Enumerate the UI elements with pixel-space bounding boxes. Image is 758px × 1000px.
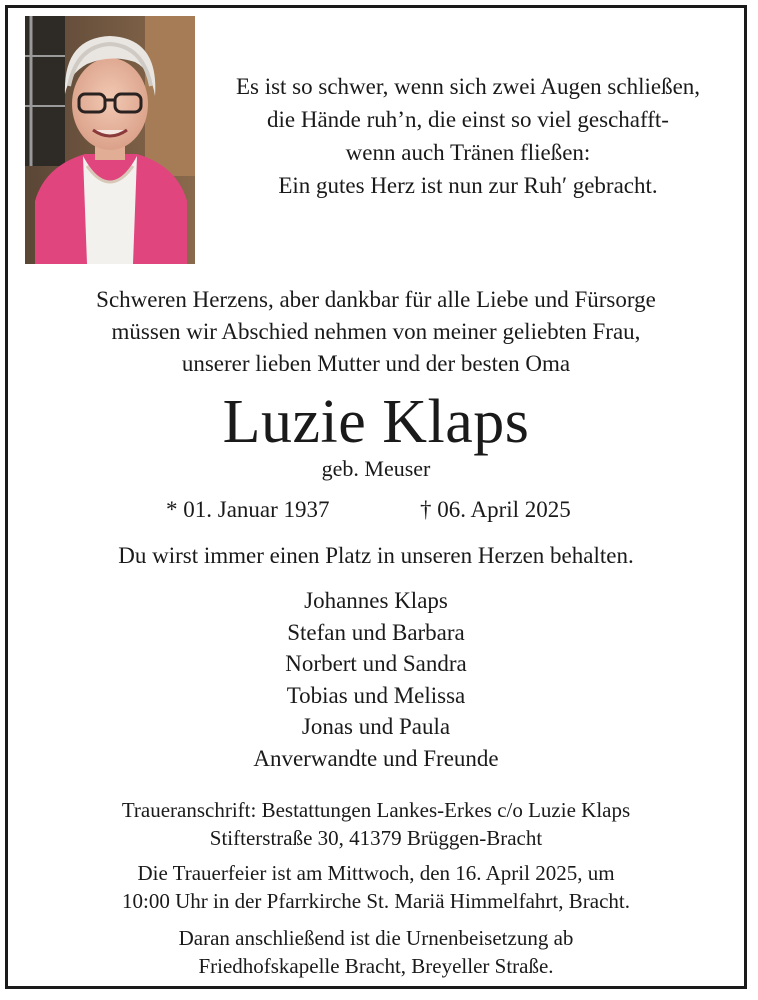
poem-line: die Hände ruh’n, die einst so viel geschafft-: [267, 107, 669, 132]
deceased-name: Luzie Klaps: [222, 388, 530, 456]
obituary-card: [5, 5, 747, 989]
intro-line: müssen wir Abschied nehmen von meiner geliebten Frau,: [111, 319, 641, 344]
farewell-text: Du wirst immer einen Platz in unseren Herzen behalten.: [118, 543, 634, 568]
poem-line: Es ist so schwer, wenn sich zwei Augen schließen,: [235, 74, 701, 99]
intro-line: Schweren Herzens, aber dankbar für alle Liebe und Fürsorge: [96, 287, 656, 312]
birth-name: geb. Meuser: [321, 456, 431, 481]
mourner: Tobias und Melissa: [286, 682, 466, 708]
intro-line: unserer lieben Mutter und der besten Oma: [181, 351, 571, 376]
poem: [208, 70, 728, 202]
death-date: † 06. April 2025: [420, 497, 571, 522]
address-line: Stifterstraße 30, 41379 Brüggen-Bracht: [209, 826, 543, 850]
mourning-address: [8, 796, 744, 852]
ceremony-line: Die Trauerfeier ist am Mittwoch, den 16. April 2025, um: [137, 861, 615, 885]
portrait-photo: [25, 16, 195, 264]
intro-text: [8, 284, 744, 380]
address-line: Traueranschrift: Bestattungen Lankes-Erkes c/o Luzie Klaps: [121, 798, 631, 822]
ceremony-info: [8, 859, 744, 915]
ceremony-line: 10:00 Uhr in der Pfarrkirche St. Mariä Himmelfahrt, Bracht.: [122, 889, 630, 913]
mourner: Anverwandte und Freunde: [253, 745, 499, 771]
poem-line: wenn auch Tränen fließen:: [345, 140, 591, 165]
burial-line: Friedhofskapelle Bracht, Breyeller Straße.: [198, 954, 554, 978]
mourner: Johannes Klaps: [304, 588, 448, 613]
burial-info: [8, 924, 744, 980]
portrait-image: [25, 16, 195, 264]
mourner: Jonas und Paula: [301, 714, 451, 739]
life-dates: [8, 494, 744, 526]
mourner: Stefan und Barbara: [287, 619, 465, 645]
poem-line: Ein gutes Herz ist nun zur Ruh′ gebracht.: [278, 173, 658, 198]
birth-date: * 01. Januar 1937: [166, 497, 330, 522]
mourners-list: [8, 585, 744, 774]
mourner: Norbert und Sandra: [285, 651, 467, 676]
burial-line: Daran anschließend ist die Urnenbeisetzung ab: [178, 926, 574, 950]
